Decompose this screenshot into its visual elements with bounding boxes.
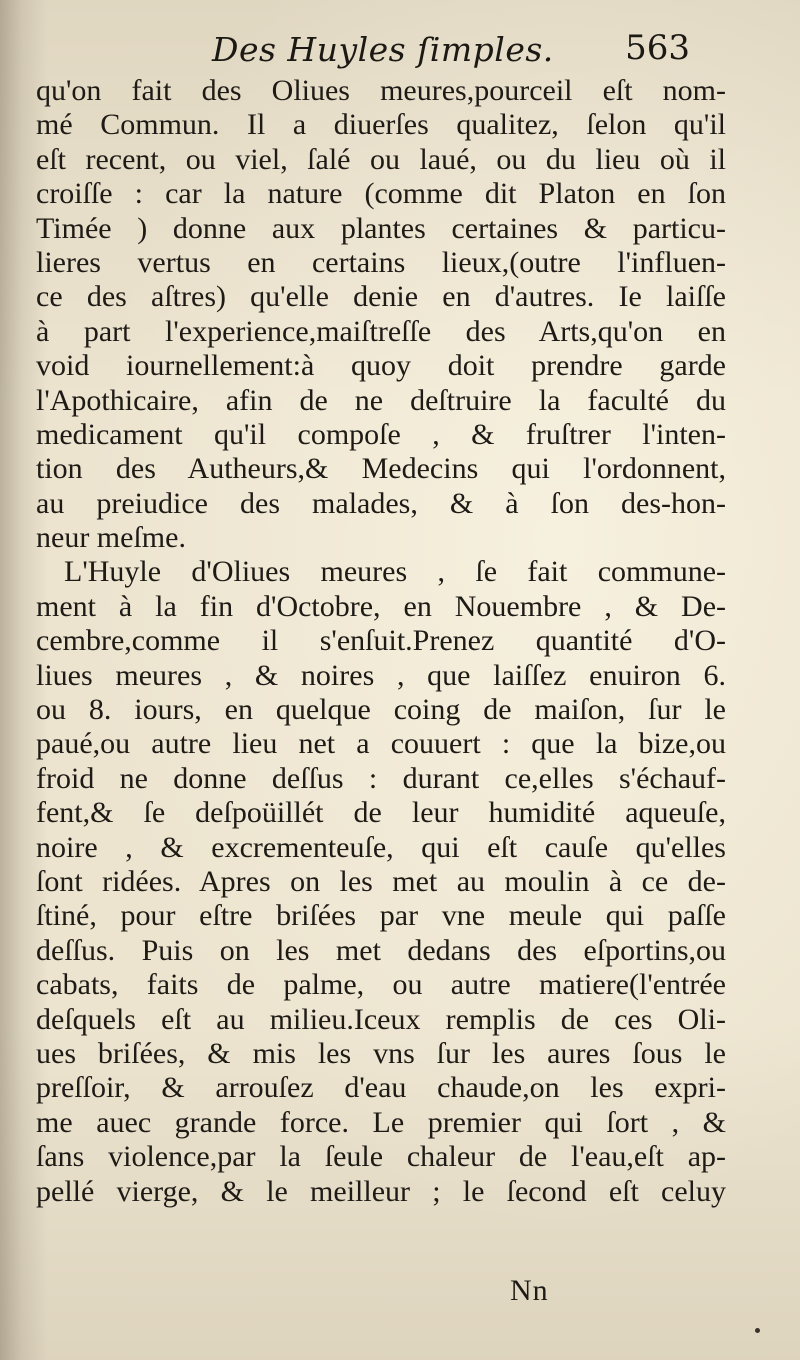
text-line: ou 8. iours, en quelque coing de maiſon, ſur le [36,693,726,727]
signature-mark: Nn [510,1274,549,1307]
text-line: tion des Autheurs,& Medecins qui l'ordonnent, [36,452,726,486]
page-number: 563 [625,28,690,68]
text-line: preſſoir, & arrouſez d'eau chaude,on les expri- [36,1071,726,1105]
text-line: deſſus. Puis on les met dedans des eſportins,ou [36,933,726,967]
ink-speck [755,1328,760,1333]
text-line: me auec grande force. Le premier qui ſort , & [36,1105,726,1139]
running-title: Des Huyles ſimples. [212,30,554,69]
text-line: ſont ridées. Apres on les met au moulin à ce de- [36,864,726,898]
text-line: deſquels eſt au milieu.Iceux remplis de ces Oli- [36,1002,726,1036]
text-line: ſtiné, pour eſtre briſées par vne meule qui paſſe [36,899,726,933]
text-line: à part l'experience,maiſtreſſe des Arts,qu'on en [36,314,726,348]
body-text [36,74,726,1209]
text-line: ues briſées, & mis les vns ſur les aures ſous le [36,1036,726,1070]
text-line: mé Commun. Il a diuerſes qualitez, ſelon qu'il [36,108,726,142]
text-line: ce des aſtres) qu'elle denie en d'autres. Ie laiſſe [36,280,726,314]
text-line: paué,ou autre lieu net a couuert : que la bize,ou [36,727,726,761]
text-line: cabats, faits de palme, ou autre matiere(l'entrée [36,968,726,1002]
text-line: eſt recent, ou viel, ſalé ou laué, ou du lieu où il [36,142,726,176]
text-line: lieres vertus en certains lieux,(outre l'influen- [36,245,726,279]
paragraph-start-line: L'Huyle d'Oliues meures , ſe fait commune- [64,555,726,589]
text-line: void iournellement:à quoy doit prendre garde [36,349,726,383]
text-line: qu'on fait des Oliues meures,pourceil eſt nom- [36,74,726,107]
paragraph-end-line: neur meſme. [36,521,186,555]
text-line: fent,& ſe deſpoüillét de leur humidité aqueuſe, [36,796,726,830]
text-line: liues meures , & noires , que laiſſez enuiron 6. [36,658,726,692]
page-header [150,24,690,72]
text-line: ment à la fin d'Octobre, en Nouembre , & De- [36,589,726,623]
text-line: noire , & excrementeuſe, qui eſt cauſe qu'elles [36,830,726,864]
text-line: pellé vierge, & le meilleur ; le ſecond eſt celuy [36,1174,726,1208]
text-line: cembre,comme il s'enſuit.Prenez quantité d'O- [36,624,726,658]
text-line: medicament qu'il compoſe , & fruſtrer l'inten- [36,417,726,451]
text-line: croiſſe : car la nature (comme dit Platon en ſon [36,177,726,211]
text-line: ſans violence,par la ſeule chaleur de l'eau,eſt ap- [36,1140,726,1174]
text-line: l'Apothicaire, afin de ne deſtruire la faculté du [36,383,726,417]
text-line: Timée ) donne aux plantes certaines & particu- [36,211,726,245]
text-line: au preiudice des malades, & à ſon des-hon- [36,486,726,520]
text-line: froid ne donne deſſus : durant ce,elles s'échauf- [36,761,726,795]
